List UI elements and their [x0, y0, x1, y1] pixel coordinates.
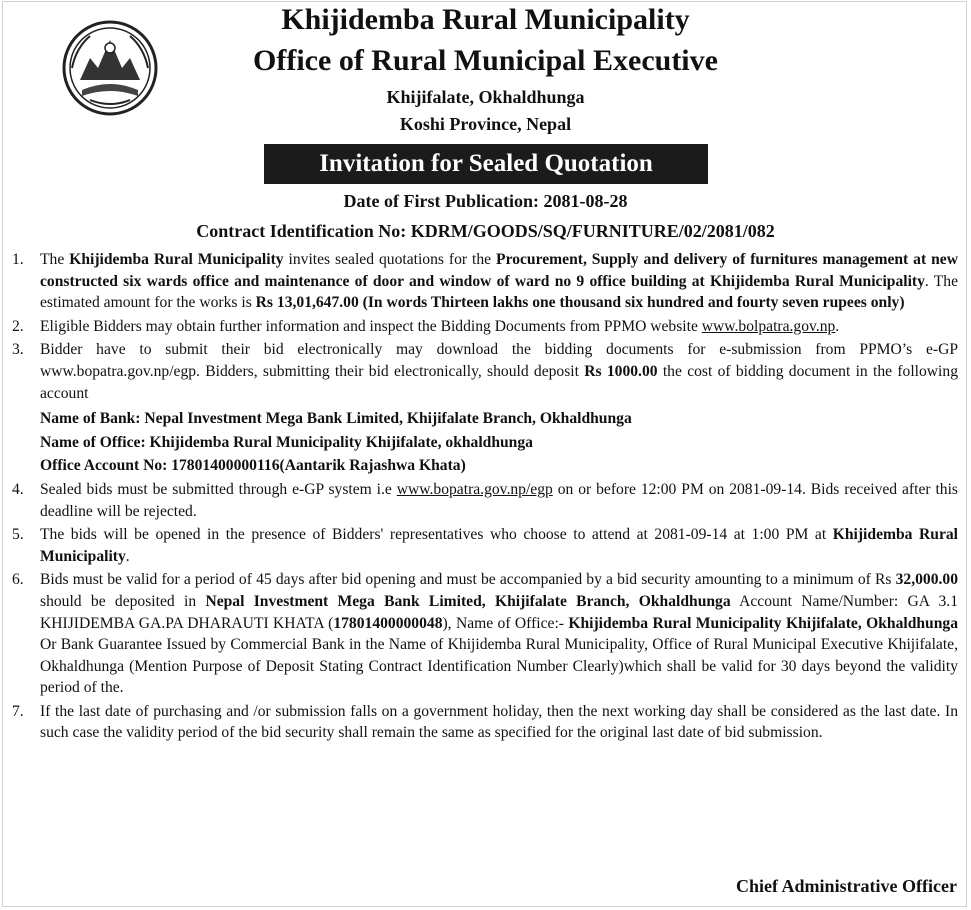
document-fee: Rs 1000.00 — [584, 362, 658, 380]
office-name-line: Name of Office: Khijidemba Rural Municipality Khijifalate, okhaldhunga — [40, 433, 533, 451]
security-account-number: 17801400000048 — [333, 614, 443, 632]
text-run: Or Bank Guarantee Issued by Commercial Bank in the Name of Khijidemba Rural Municipality, Office of Rural Municipal Executive Khijifalate, Okhaldhunga (Mention Purpose of Deposit Stating Contract Identification Number Clearly)which shall be valid for 30 days beyond the validity period of the. — [40, 636, 958, 697]
item-text — [40, 339, 958, 404]
list-item — [12, 569, 958, 699]
bid-security-amount: 32,000.00 — [895, 571, 958, 589]
text-run: should be deposited in — [40, 592, 206, 610]
item-text — [40, 316, 958, 338]
list-item — [12, 524, 958, 567]
text-run: Eligible Bidders may obtain further information and inspect the Bidding Documents from PPMO website — [40, 317, 702, 335]
text-run: Account Name/Number: GA 3.1 KHIJIDEMBA GA.PA DHARAUTI KHATA ( — [40, 592, 959, 632]
text-bold: Khijidemba Rural Municipality — [69, 251, 284, 268]
publication-date: Date of First Publication: 2081-08-28 — [343, 191, 628, 211]
text-run: . — [835, 317, 840, 335]
egp-website-link[interactable]: www.bopatra.gov.np/egp — [396, 480, 553, 498]
notice-items — [12, 249, 958, 746]
text-run: The — [40, 251, 70, 268]
office-account-number: Office Account No: 17801400000116(Aantarik Rajashwa Khata) — [40, 457, 466, 475]
item-text — [40, 249, 958, 314]
item-text: If the last date of purchasing and /or submission falls on a government holiday, then the next working day shall be considered as the last date. In such case the validity period of the bid security shall remain the same as specified for the original last date of bid submission. — [40, 702, 958, 742]
list-item — [12, 316, 958, 338]
item-number: 7. — [12, 702, 24, 720]
text-run: Bids must be valid for a period of 45 days after bid opening and must be accompanied by a bid security amounting to a minimum of Rs — [40, 571, 896, 589]
text-bold: Khijidemba Rural Municipality Khijifalate, Okhaldhunga — [568, 614, 958, 632]
item-number: 3. — [12, 341, 24, 359]
office-name: Office of Rural Municipal Executive — [253, 44, 718, 77]
list-item — [12, 249, 958, 314]
notice-title-banner: Invitation for Sealed Quotation — [264, 144, 708, 184]
text-run: on or before 12:00 PM on 2081-09-14. Bids received after this deadline will be rejected. — [40, 480, 959, 520]
item-number: 4. — [12, 480, 24, 498]
address-line-2: Koshi Province, Nepal — [399, 114, 572, 134]
list-item — [12, 339, 958, 404]
text-run: . — [125, 547, 130, 565]
list-item — [12, 479, 958, 522]
item-number: 1. — [12, 251, 24, 268]
contract-identification: Contract Identification No: KDRM/GOODS/SQ/FURNITURE/02/2081/082 — [196, 221, 775, 241]
item-number: 2. — [12, 317, 24, 335]
text-run: ), Name of Office:- — [442, 614, 569, 632]
text-run: The bids will be opened in the presence of Bidders' representatives who choose to attend at 2081-09-14 at 1:00 PM at — [40, 526, 833, 544]
text-bold: Khijidemba Rural Municipality — [40, 526, 958, 565]
item-text — [40, 479, 958, 522]
text-run: Sealed bids must be submitted through e-GP system i.e — [40, 480, 397, 498]
municipality-name: Khijidemba Rural Municipality — [281, 3, 690, 36]
text-bold: Procurement, Supply and delivery of furnitures management at new constructed six wards office and maintenance of door and window of ward no 9 office building at Khijidemba Rural Municipality — [40, 251, 958, 290]
item-text — [40, 524, 958, 567]
ppmo-website-link[interactable]: www.bolpatra.gov.np — [701, 317, 836, 335]
item-number: 5. — [12, 526, 24, 544]
text-run: Bidder have to submit their bid electronically may download the bidding documents for e-submission from PPMO’s e-GP www.bopatra.gov.np/egp. Bidders, submitting their bid electronically, should deposit — [40, 341, 958, 380]
list-item — [12, 701, 958, 744]
text-bold: Nepal Investment Mega Bank Limited, Khijifalate Branch, Okhaldhunga — [205, 592, 731, 610]
item-number: 6. — [12, 571, 24, 589]
signature-title: Chief Administrative Officer — [736, 876, 957, 896]
item-text — [40, 569, 958, 699]
address-line-1: Khijifalate, Okhaldhunga — [386, 87, 585, 107]
text-run: . The estimated amount for the works is — [40, 272, 958, 312]
bank-name: Name of Bank: Nepal Investment Mega Bank Limited, Khijifalate Branch, Okhaldhunga — [40, 410, 632, 428]
text-run: the cost of bidding document in the following account — [40, 362, 958, 402]
estimated-amount: Rs 13,01,647.00 (In words Thirteen lakhs one thousand six hundred and fourty seven rupees only) — [255, 294, 905, 312]
text-run: invites sealed quotations for the — [283, 251, 497, 268]
